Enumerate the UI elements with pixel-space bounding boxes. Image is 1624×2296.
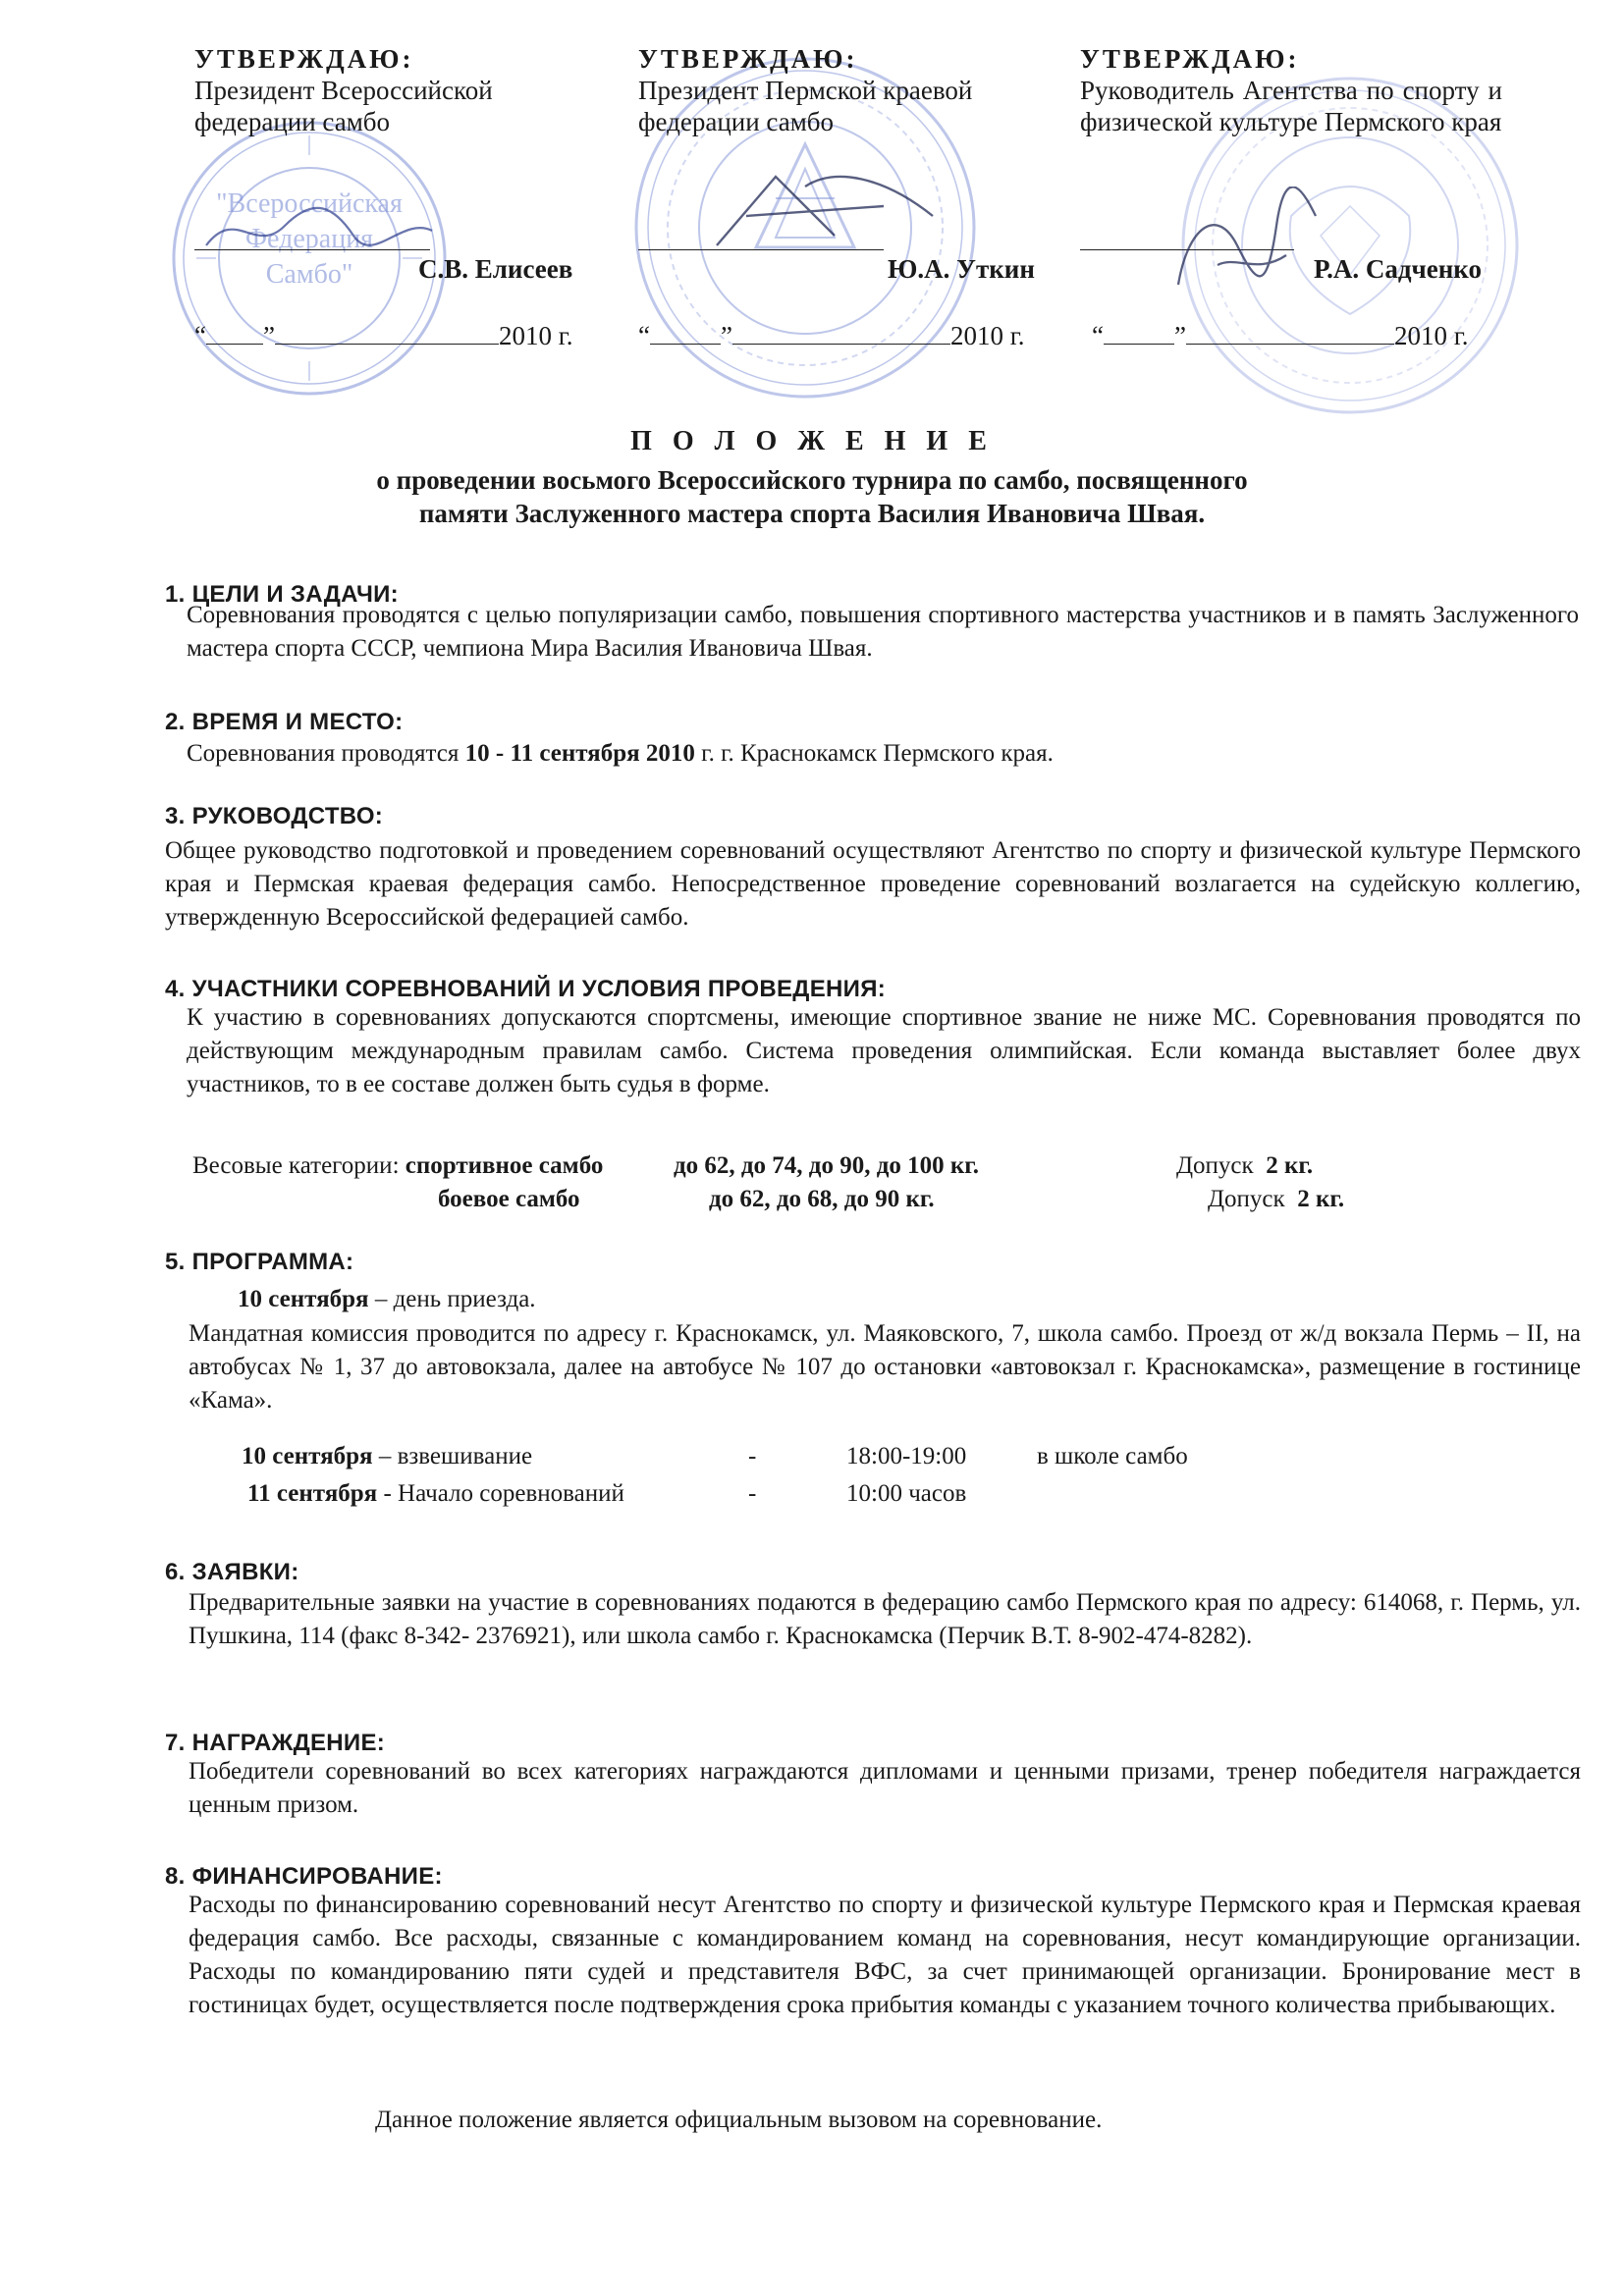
section-text-2: Соревнования проводятся 10 - 11 сентября 2010 г. г. Краснокамск Пермского края. bbox=[187, 740, 1054, 767]
section-heading-8: 8. ФИНАНСИРОВАНИЕ: bbox=[165, 1863, 443, 1890]
section-text-6: Предварительные заявки на участие в соревнованиях подаются в федерацию самбо Пермского края по адресу: 614068, г. Пермь, ул. Пушкина, 114 (факс 8-342- 2376921), или школа самбо г. Краснокамска (Перчик В.Т. 8-902-474-8282). bbox=[189, 1589, 1581, 1649]
approval-position: Президент Пермской краевой федерации самбо bbox=[638, 76, 973, 136]
section-text-3: Общее руководство подготовкой и проведением соревнований осуществляют Агентство по спорту и физической культуре Пермского края и Пермская краевая федерация самбо. Непосредственное проведение соревнований возлагается на судейскую коллегию, утвержденную Всероссийской федерацией самбо. bbox=[165, 837, 1581, 931]
document-title bbox=[0, 424, 1624, 530]
section-heading-4: 4. УЧАСТНИКИ СОРЕВНОВАНИЙ И УСЛОВИЯ ПРОВЕДЕНИЯ: bbox=[165, 976, 887, 1002]
signature-eliseev bbox=[196, 187, 452, 265]
svg-text:Самбо": Самбо" bbox=[265, 259, 353, 290]
signatory-name: Р.А. Садченко bbox=[1314, 254, 1482, 284]
title-main: П О Л О Ж Е Н И Е bbox=[630, 426, 994, 456]
weights-sport-sambo: до 62, до 74, до 90, до 100 кг. bbox=[674, 1152, 980, 1179]
section-heading-2: 2. ВРЕМЯ И МЕСТО: bbox=[165, 709, 404, 735]
approval-block-3 bbox=[1080, 43, 1512, 350]
weights-combat-sambo: до 62, до 68, до 90 кг. bbox=[709, 1186, 935, 1212]
section-heading-5: 5. ПРОГРАММА: bbox=[165, 1249, 354, 1275]
signatory-name: Ю.А. Уткин bbox=[888, 254, 1035, 284]
title-line-1: о проведении восьмого Всероссийского турнира по самбо, посвященного bbox=[376, 465, 1248, 495]
tolerance-combat-sambo: Допуск 2 кг. bbox=[1208, 1186, 1345, 1212]
schedule-row-start: 11 сентября - Начало соревнований bbox=[247, 1480, 624, 1507]
schedule-dash: - bbox=[748, 1443, 757, 1469]
section-text-7: Победители соревнований во всех категориях награждаются дипломами и ценными призами, тренер победителя награждается ценным призом. bbox=[189, 1758, 1581, 1818]
schedule-place: в школе самбо bbox=[1037, 1443, 1188, 1469]
approval-date: “ ” 2010 г. bbox=[638, 321, 1025, 350]
signature-utkin bbox=[687, 147, 962, 265]
title-line-2: памяти Заслуженного мастера спорта Василия Ивановича Швая. bbox=[418, 499, 1206, 528]
approval-date: “ ” 2010 г. bbox=[194, 321, 573, 350]
approval-position: Руководитель Агентства по спорту и физической культуре Пермского края bbox=[1080, 76, 1502, 136]
section-heading-7: 7. НАГРАЖДЕНИЕ: bbox=[165, 1730, 386, 1756]
approval-block-2 bbox=[638, 43, 1060, 350]
signatory-name: С.В. Елисеев bbox=[418, 254, 573, 284]
weights-row-combat-sambo: боевое самбо bbox=[438, 1186, 580, 1212]
approval-position: Президент Всероссийской федерации самбо bbox=[194, 76, 493, 136]
approval-header: УТВЕРЖДАЮ: bbox=[638, 44, 858, 74]
section-text-1: Соревнования проводятся с целью популяризации самбо, повышения спортивного мастерства участников и в память Заслуженного мастера спорта СССР, чемпиона Мира Василия Ивановича Швая. bbox=[187, 602, 1579, 662]
approval-date: “ ” 2010 г. bbox=[1092, 321, 1469, 350]
schedule-dash: - bbox=[748, 1480, 757, 1507]
approval-header: УТВЕРЖДАЮ: bbox=[1080, 44, 1300, 74]
signature-sadchenko bbox=[1159, 187, 1326, 304]
section-heading-6: 6. ЗАЯВКИ: bbox=[165, 1559, 299, 1585]
schedule-time: 10:00 часов bbox=[846, 1480, 967, 1507]
schedule-row-weigh-in: 10 сентября – взвешивание bbox=[242, 1443, 533, 1469]
closing-statement: Данное положение является официальным вызовом на соревнование. bbox=[375, 2107, 1103, 2133]
section-heading-3: 3. РУКОВОДСТВО: bbox=[165, 803, 384, 829]
arrival-line: 10 сентября – день приезда. bbox=[238, 1286, 536, 1312]
tolerance-sport-sambo: Допуск 2 кг. bbox=[1176, 1152, 1314, 1179]
section-text-8: Расходы по финансированию соревнований несут Агентство по спорту и физической культуре Пермского края и Пермская краевая федерация самбо. Все расходы, связанные с командированием команд на соревнования, несут командирующие организации. Расходы по командированию пяти судей и представителя ВФС, за счет принимающей организации. Бронирование мест в гостиницах будет, осуществляется после подтверждения срока прибытия команды с указанием точного количества прибывающих. bbox=[189, 1892, 1581, 2018]
section-text-5: Мандатная комиссия проводится по адресу г. Краснокамск, ул. Маяковского, 7, школа самбо. Проезд от ж/д вокзала Пермь – II, на автобусах № 1, 37 до автовокзала, далее на автобусе № 107 до остановки «автовокзал г. Краснокамска», размещение в гостинице «Кама». bbox=[189, 1320, 1581, 1414]
svg-text:Федерация: Федерация bbox=[244, 224, 374, 254]
stamp-text: "Всероссийская bbox=[216, 188, 403, 219]
section-text-4: К участию в соревнованиях допускаются спортсмены, имеющие спортивное звание не ниже МС. Соревнования проводятся по действующим международным правилам самбо. Система проведения олимпийская. Если команда выставляет более двух участников, то в ее составе должен быть судья в форме. bbox=[187, 1004, 1581, 1097]
approval-header: УТВЕРЖДАЮ: bbox=[194, 44, 414, 74]
section-heading-1: 1. ЦЕЛИ И ЗАДАЧИ: bbox=[165, 581, 399, 608]
schedule-time: 18:00-19:00 bbox=[846, 1443, 967, 1469]
weights-row-sport-sambo: Весовые категории: спортивное самбо bbox=[192, 1152, 604, 1179]
